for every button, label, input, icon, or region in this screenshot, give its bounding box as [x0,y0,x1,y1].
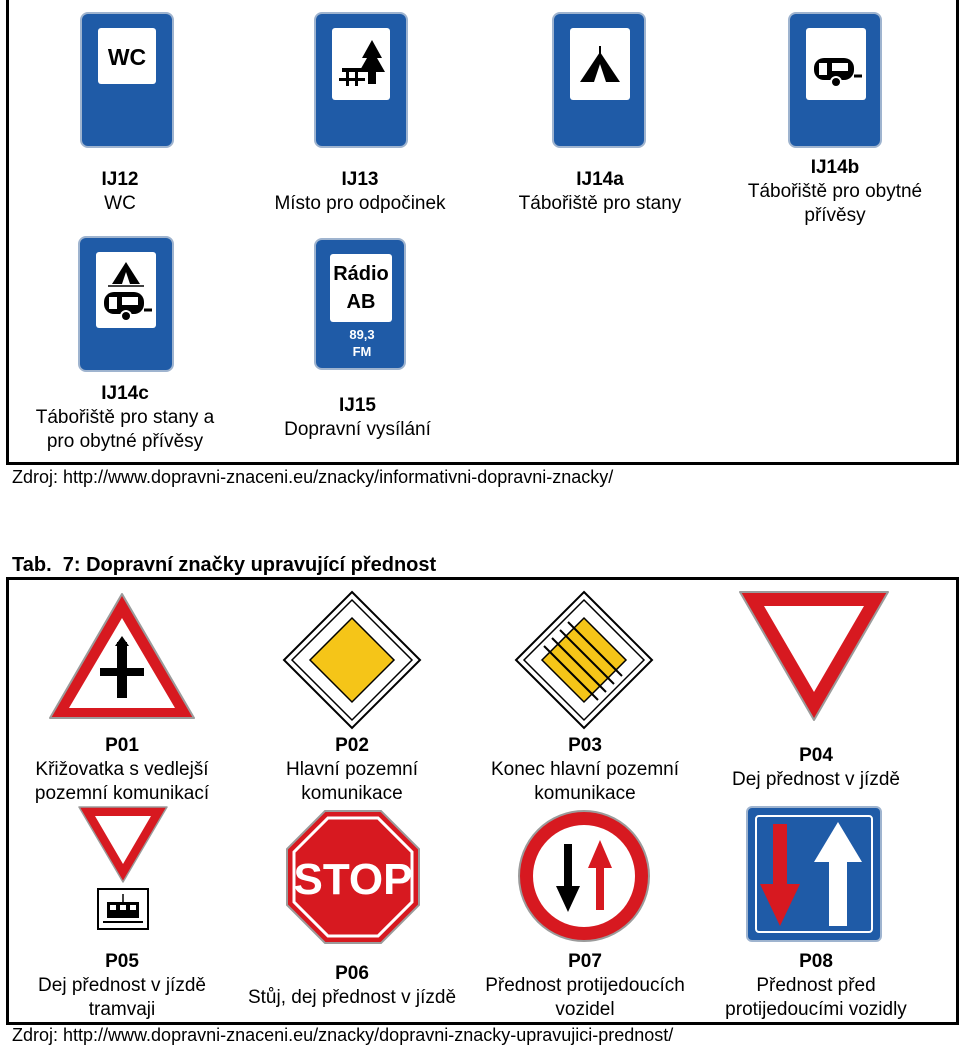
stop-text: STOP [293,855,413,904]
caption-ij14a: IJ14a Tábořiště pro stany [518,169,682,214]
sign-p05-image [76,804,170,884]
caption-ij14c: IJ14c Tábořiště pro stany a pro obytné přívěsy [35,383,215,452]
sign-ij15-image [314,238,406,370]
sign-p03-image [514,590,654,730]
sign-ij13-image [314,12,408,148]
caption-ij14b: IJ14b Tábořiště pro obytné přívěsy [747,157,923,226]
sign-p04-image [736,588,892,724]
caption-ij12: IJ12 WC [101,169,139,214]
table-title: Tab. 7: Dopravní značky upravující přednost [12,554,437,576]
radio-name-text: Rádio AB [333,263,389,313]
radio-frequency-text: 89,3 FM [349,327,375,359]
caption-ij15: IJ15 Dopravní vysílání [284,395,431,440]
caption-p06: P06 Stůj, dej přednost v jízdě [247,963,457,1008]
caption-p02: P02 Hlavní pozemní komunikace [285,735,418,804]
sign-p02-image [282,590,422,730]
sign-p08-image [746,806,882,942]
sign-ij14c-image [78,236,174,372]
caption-p03: P03 Konec hlavní pozemní komunikace [490,735,679,804]
tram-plate-icon [97,888,149,930]
sign-p01-image [44,588,200,724]
sign-p07-image [516,808,652,944]
caption-ij13: IJ13 Místo pro odpočinek [274,169,446,214]
caption-p05: P05 Dej přednost v jízdě tramvaji [38,951,206,1020]
caravan-icon [806,28,866,100]
sign-ij14a-image [552,12,646,148]
caption-p07: P07 Přednost protijedoucích vozidel [485,951,685,1020]
source-priority: Zdroj: http://www.dopravni-znaceni.eu/znacky/dopravni-znacky-upravujici-prednost/ [12,1025,674,1045]
caption-p08: P08 Přednost před protijedoucími vozidly [725,951,907,1020]
caption-p04: P04 Dej přednost v jízdě [732,745,900,790]
tent-caravan-icon [96,252,156,328]
source-informative: Zdroj: http://www.dopravni-znaceni.eu/znacky/informativni-dopravni-znacky/ [12,467,614,487]
caption-p01: P01 Křižovatka s vedlejší pozemní komunikací [34,735,210,804]
sign-ij12-image [80,12,174,148]
sign-p06-image [284,808,422,946]
picnic-tree-icon [332,28,390,100]
wc-icon: WC [107,44,147,70]
sign-ij14b-image [788,12,882,148]
tent-icon [570,28,630,100]
